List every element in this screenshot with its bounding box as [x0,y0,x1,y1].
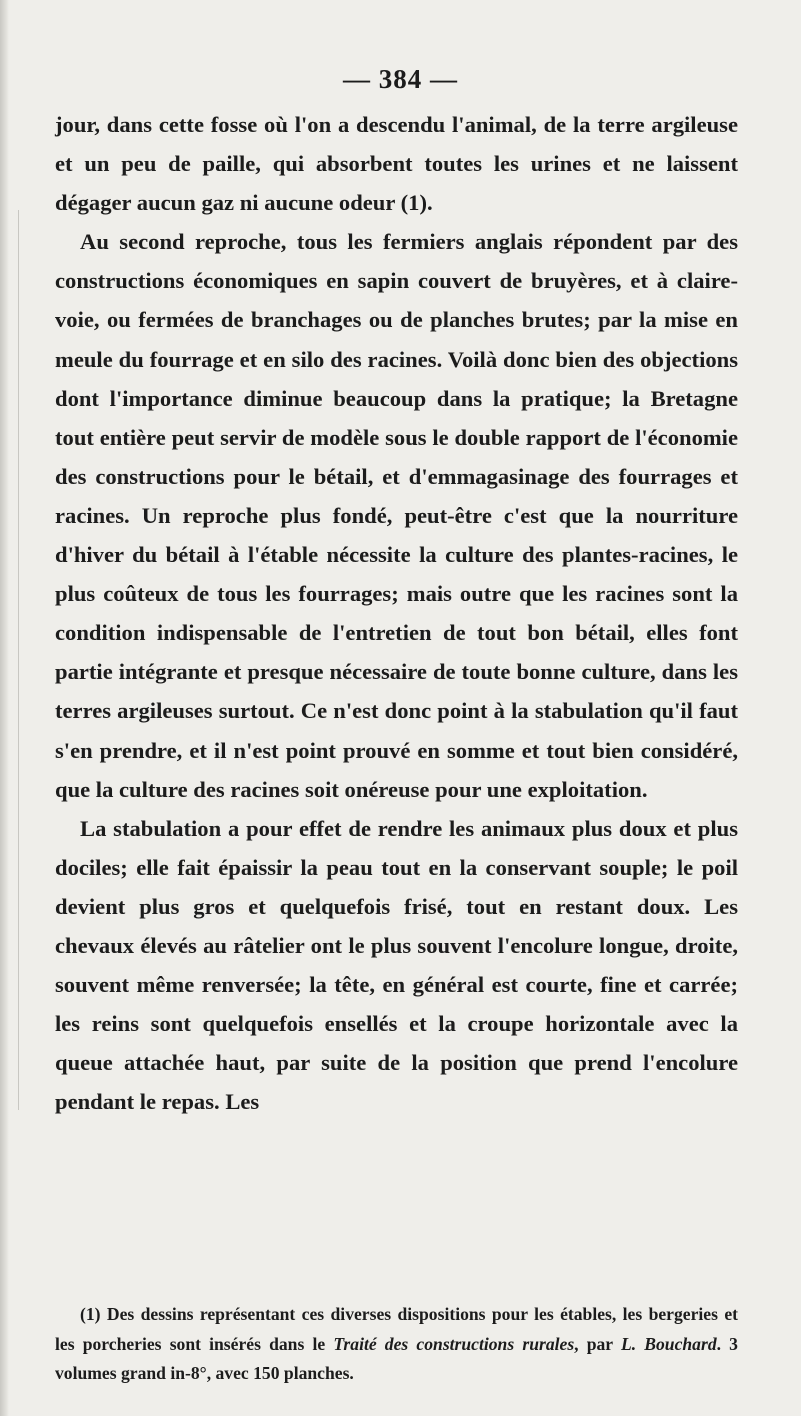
footnote [55,1300,738,1389]
footnote-book-title: Traité des constructions rurales [333,1333,575,1354]
footnote-text-middle: , par [574,1333,621,1354]
page-number: — 384 — [343,64,458,94]
body-text [55,105,738,1121]
footnote-author: L. Bouchard [620,1333,717,1354]
footnote-text-end: . 3 volumes grand in-8°, avec 150 planches. [55,1333,738,1383]
paragraph-stabulation: La stabulation a pour effet de rendre les animaux plus doux et plus dociles; elle fait épaissir la peau tout en la conservant souple; le poil devient plus gros et quelquefois frisé, tout en restant doux. Les chevaux élevés au râtelier ont le plus souvent l'encolure longue, droite, souvent même renversée; la tête, en général est courte, fine et carrée; les reins sont quelquefois ensellés et la croupe horizontale avec la queue attachée haut, par suite de la position que prend l'encolure pendant le repas. Les [55,815,738,1115]
page-edge-shadow [0,0,9,1416]
footnote-text-start: (1) Des dessins représentant ces diverses dispositions pour les étables, les bergeries et les porcheries sont insérés dans le [55,1304,738,1354]
paragraph-second-reproche: Au second reproche, tous les fermiers anglais répondent par des constructions économiques en sapin couvert de bruyères, et à claire-voie, ou fermées de branchages ou de planches brutes; par la mise en meule du fourrage et en silo des racines. Voilà donc bien des objections dont l'importance diminue beaucoup dans la pratique; la Bretagne tout entière peut servir de modèle sous le double rapport de l'économie des constructions pour le bétail, et d'emmagasinage des fourrages et racines. Un reproche plus fondé, peut-être c'est que la nourriture d'hiver du bétail à l'étable nécessite la culture des plantes-racines, le plus coûteux de tous les fourrages; mais outre que les racines sont la condition indispensable de l'entretien de tout bon bétail, elles font partie intégrante et presque nécessaire de toute bonne culture, dans les terres argileuses surtout. Ce n'est donc point à la stabulation qu'il faut s'en prendre, et il n'est point prouvé en somme et tout bien considéré, que la culture des racines soit onéreuse pour une exploitation. [55,229,738,802]
binding-line [18,210,19,1110]
paragraph-continuation: jour, dans cette fosse où l'on a descendu l'animal, de la terre argileuse et un peu de paille, qui absorbent toutes les urines et ne laissent dégager aucun gaz ni aucune odeur (1). [55,112,738,216]
